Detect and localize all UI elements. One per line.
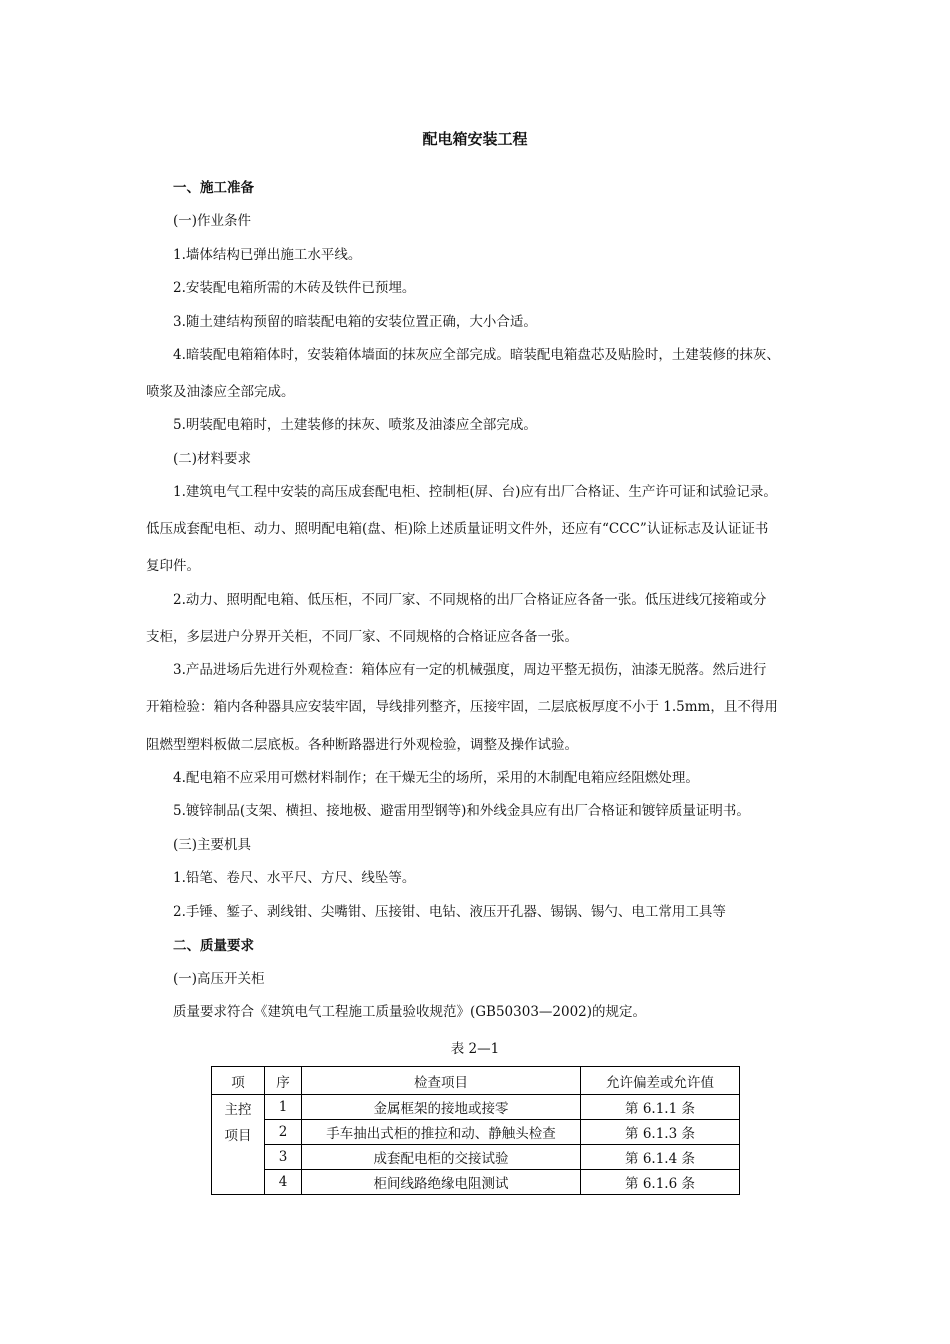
paragraph-line: 2.动力、照明配电箱、低压柜，不同厂家、不同规格的出厂合格证应各备一张。低压进线冗接箱或分	[173, 592, 767, 608]
paragraph-line: 3.产品进场后先进行外观检查：箱体应有一定的机械强度，周边平整无损伤，油漆无脱落。然后进行	[173, 662, 767, 678]
paragraph-line: 5.明装配电箱时，土建装修的抹灰、喷浆及油漆应全部完成。	[173, 417, 537, 433]
subheading-work-conditions: (一)作业条件	[173, 213, 252, 229]
paragraph-line: 2.安装配电箱所需的木砖及铁件已预埋。	[173, 280, 416, 296]
header-check-item: 检查项目	[302, 1067, 581, 1095]
header-tolerance: 允许偏差或允许值	[581, 1067, 740, 1095]
paragraph-line: 1.铅笔、卷尺、水平尺、方尺、线坠等。	[173, 870, 416, 886]
header-number: 序	[265, 1067, 302, 1095]
row-number: 3	[265, 1145, 302, 1170]
table-row	[212, 1120, 740, 1145]
paragraph-line: 3.随土建结构预留的暗装配电箱的安装位置正确，大小合适。	[173, 314, 537, 330]
row-number: 4	[265, 1170, 302, 1195]
row-item: 成套配电柜的交接试验	[302, 1145, 581, 1170]
row-value: 第 6.1.6 条	[581, 1170, 740, 1195]
paragraph-line: 质量要求符合《建筑电气工程施工质量验收规范》(GB50303—2002)的规定。	[173, 1004, 647, 1020]
paragraph-line: 4.暗装配电箱箱体时，安装箱体墙面的抹灰应全部完成。暗装配电箱盘芯及贴脸时，土建装修的抹灰、	[173, 347, 780, 363]
group-label-line2: 项目	[224, 1128, 252, 1144]
row-item: 柜间线路绝缘电阻测试	[302, 1170, 581, 1195]
paragraph-line: 5.镀锌制品(支架、横担、接地极、避雷用型钢等)和外线金具应有出厂合格证和镀锌质量证明书。	[173, 803, 750, 819]
inspection-table	[211, 1066, 740, 1195]
row-value: 第 6.1.1 条	[581, 1095, 740, 1120]
paragraph-line: 开箱检验：箱内各种器具应安装牢固，导线排列整齐，压接牢固，二层底板厚度不小于 1.5mm，且不得用	[146, 699, 778, 715]
paragraph-line: 2.手锤、錾子、剥线钳、尖嘴钳、压接钳、电钻、液压开孔器、锡锅、锡勺、电工常用工具等	[173, 904, 726, 920]
subheading-hv-switchgear: (一)高压开关柜	[173, 971, 265, 987]
table-row	[212, 1145, 740, 1170]
table-row	[212, 1095, 740, 1120]
paragraph-line: 支柜，多层进户分界开关柜，不同厂家、不同规格的合格证应各备一张。	[146, 629, 578, 645]
subheading-main-tools: (三)主要机具	[173, 837, 252, 853]
section-heading-quality: 二、质量要求	[173, 938, 254, 954]
group-label-line1: 主控	[224, 1102, 252, 1118]
paragraph-line: 1.建筑电气工程中安装的高压成套配电柜、控制柜(屏、台)应有出厂合格证、生产许可证和试验记录。	[173, 484, 777, 500]
header-category: 项	[212, 1067, 265, 1095]
table-row	[212, 1170, 740, 1195]
row-item: 金属框架的接地或接零	[302, 1095, 581, 1120]
paragraph-line: 1.墙体结构已弹出施工水平线。	[173, 247, 362, 263]
subheading-material-requirements: (二)材料要求	[173, 451, 252, 467]
paragraph-line: 喷浆及油漆应全部完成。	[146, 384, 295, 400]
row-number: 2	[265, 1120, 302, 1145]
group-cell	[212, 1095, 265, 1195]
paragraph-line: 阻燃型塑料板做二层底板。各种断路器进行外观检验，调整及操作试验。	[146, 737, 578, 753]
paragraph-line: 复印件。	[146, 558, 200, 574]
row-value: 第 6.1.4 条	[581, 1145, 740, 1170]
table-caption: 表 2—1	[450, 1041, 500, 1057]
section-heading-preparation: 一、施工准备	[173, 180, 254, 196]
row-item: 手车抽出式柜的推拉和动、静触头检查	[302, 1120, 581, 1145]
table-header-row	[212, 1067, 740, 1095]
document-title: 配电箱安装工程	[422, 130, 528, 148]
paragraph-line: 低压成套配电柜、动力、照明配电箱(盘、柜)除上述质量证明文件外，还应有“CCC”认证标志及认证证书	[146, 521, 769, 537]
paragraph-line: 4.配电箱不应采用可燃材料制作；在干燥无尘的场所，采用的木制配电箱应经阻燃处理。	[173, 770, 699, 786]
row-number: 1	[265, 1095, 302, 1120]
row-value: 第 6.1.3 条	[581, 1120, 740, 1145]
